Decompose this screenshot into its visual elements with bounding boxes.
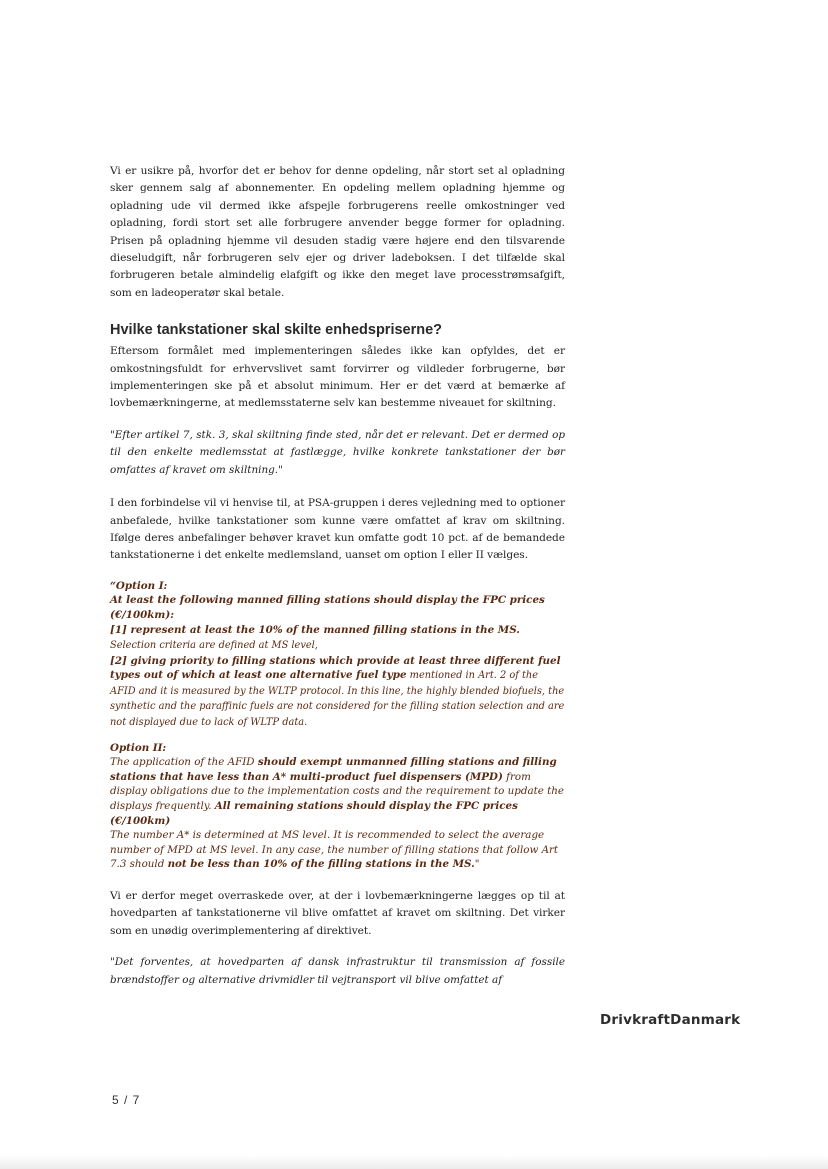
option-1-criterion-2-note: mentioned in Art. 2 of the AFID and it is measured by the WLTP protocol. In this line, the highly blended biofuels, the synthetic and the paraffinic fuels are not considered for the filling station selection and are not displayed due to lack of WLTP data. xyxy=(110,670,565,729)
option-2-block xyxy=(110,741,565,872)
paragraph-subscriptions: Vi er usikre på, hvorfor det er behov for denne opdeling, når stort set al opladning sker gennem salg af abonnementer. En opdeling mellem opladning hjemme og opladning ude vil dermed ikke afspejle forbrugerens reelle omkostninger ved opladning, fordi stort set alle forbrugere anvender begge former for opladning. Prisen på opladning hjemme vil desuden stadig være højere end den tilsvarende dieseludgift, når forbrugeren selv ejer og driver ladeboksen. I det tilfælde skal forbrugeren betale almindelig elafgift og ikke den meget lave processtrømsafgift, som en ladeoperatør skal betale. xyxy=(110,165,565,299)
option-2-text-3: The number A* is determined at MS level. It is recommended to select the average number of MPD at MS level. In any case, the number of filling stations that follow Art 7.3 should xyxy=(110,829,559,871)
paragraph-psa-group: I den forbindelse vil vi henvise til, at PSA-gruppen i deres vejledning med to optioner anbefalede, hvilke tankstationer som kunne være omfattet af krav om skiltning. Ifølge deres anbefalinger behøver kravet kun omfatte godt 10 pct. af de bemandede tankstationerne i det enkelte medlemsland, uanset om option I eller II vælges. xyxy=(110,497,565,562)
eu-quote-block xyxy=(110,579,565,872)
option-2-text-1: The application of the AFID xyxy=(110,756,258,769)
document-body xyxy=(110,163,565,989)
quote-article-7: "Efter artikel 7, stk. 3, skal skiltning finde sted, når det er relevant. Det er dermed op til den enkelte medlemsstat at fastlægge, hvilke konkrete tankstationer der bør omfattes af kravet om skiltning." xyxy=(110,428,565,476)
option-2-closing-quote: " xyxy=(474,858,480,871)
option-2-title: Option II: xyxy=(110,741,167,754)
paragraph-overimplementation: Vi er derfor meget overraskede over, at der i lovbemærkningerne lægges op til at hovedparten af tankstationerne vil blive omfattet af kravet om skiltning. Det virker som en unødig overimplementering af direktivet. xyxy=(110,890,565,937)
option-1-intro: At least the following manned filling stations should display the FPC prices (€/100km): xyxy=(110,594,545,621)
option-1-criterion-1-note: Selection criteria are defined at MS level, xyxy=(110,640,318,652)
paragraph-minimum-implementation: Eftersom formålet med implementeringen således ikke kan opfyldes, det er omkostningsfuldt for erhvervslivet samt forvirrer og vildleder forbrugerne, bør implementeringen ske på et absolut minimum. Her er det værd at bemærke af lovbemærkningerne, at medlemsstaterne selv kan bestemme niveauet for skiltning. xyxy=(110,345,565,410)
option-2-bold-2: All remaining stations should display the FPC prices (€/100km) xyxy=(110,800,518,827)
page-number: 5 / 7 xyxy=(112,1093,141,1107)
option-2-bold-3: not be less than 10% of the filling stations in the MS. xyxy=(167,858,475,871)
section-heading: Hvilke tankstationer skal skilte enhedspriserne? xyxy=(110,322,443,339)
quote-infrastructure: "Det forventes, at hovedparten af dansk infrastruktur til transmission af fossile brændstoffer og alternative drivmidler til vejtransport vil blive omfattet af xyxy=(110,956,565,986)
page-edge xyxy=(0,1155,828,1169)
option-2-text-2: from display obligations due to the implementation costs and the requirement to update the displays frequently. xyxy=(110,770,564,813)
option-1-criterion-1: [1] represent at least the 10% of the manned filling stations in the MS. xyxy=(110,623,520,636)
option-2-bold-1: should exempt unmanned filling stations and filling stations that have less than A* multi-product fuel dispensers (MPD) xyxy=(110,756,557,783)
brand-logo: DrivkraftDanmark xyxy=(600,1012,741,1028)
option-1-block xyxy=(110,579,565,731)
option-1-criterion-2: [2] giving priority to filling stations which provide at least three different fuel types out of which at least one alternative fuel type xyxy=(110,654,561,682)
option-1-title: “Option I: xyxy=(110,579,168,592)
